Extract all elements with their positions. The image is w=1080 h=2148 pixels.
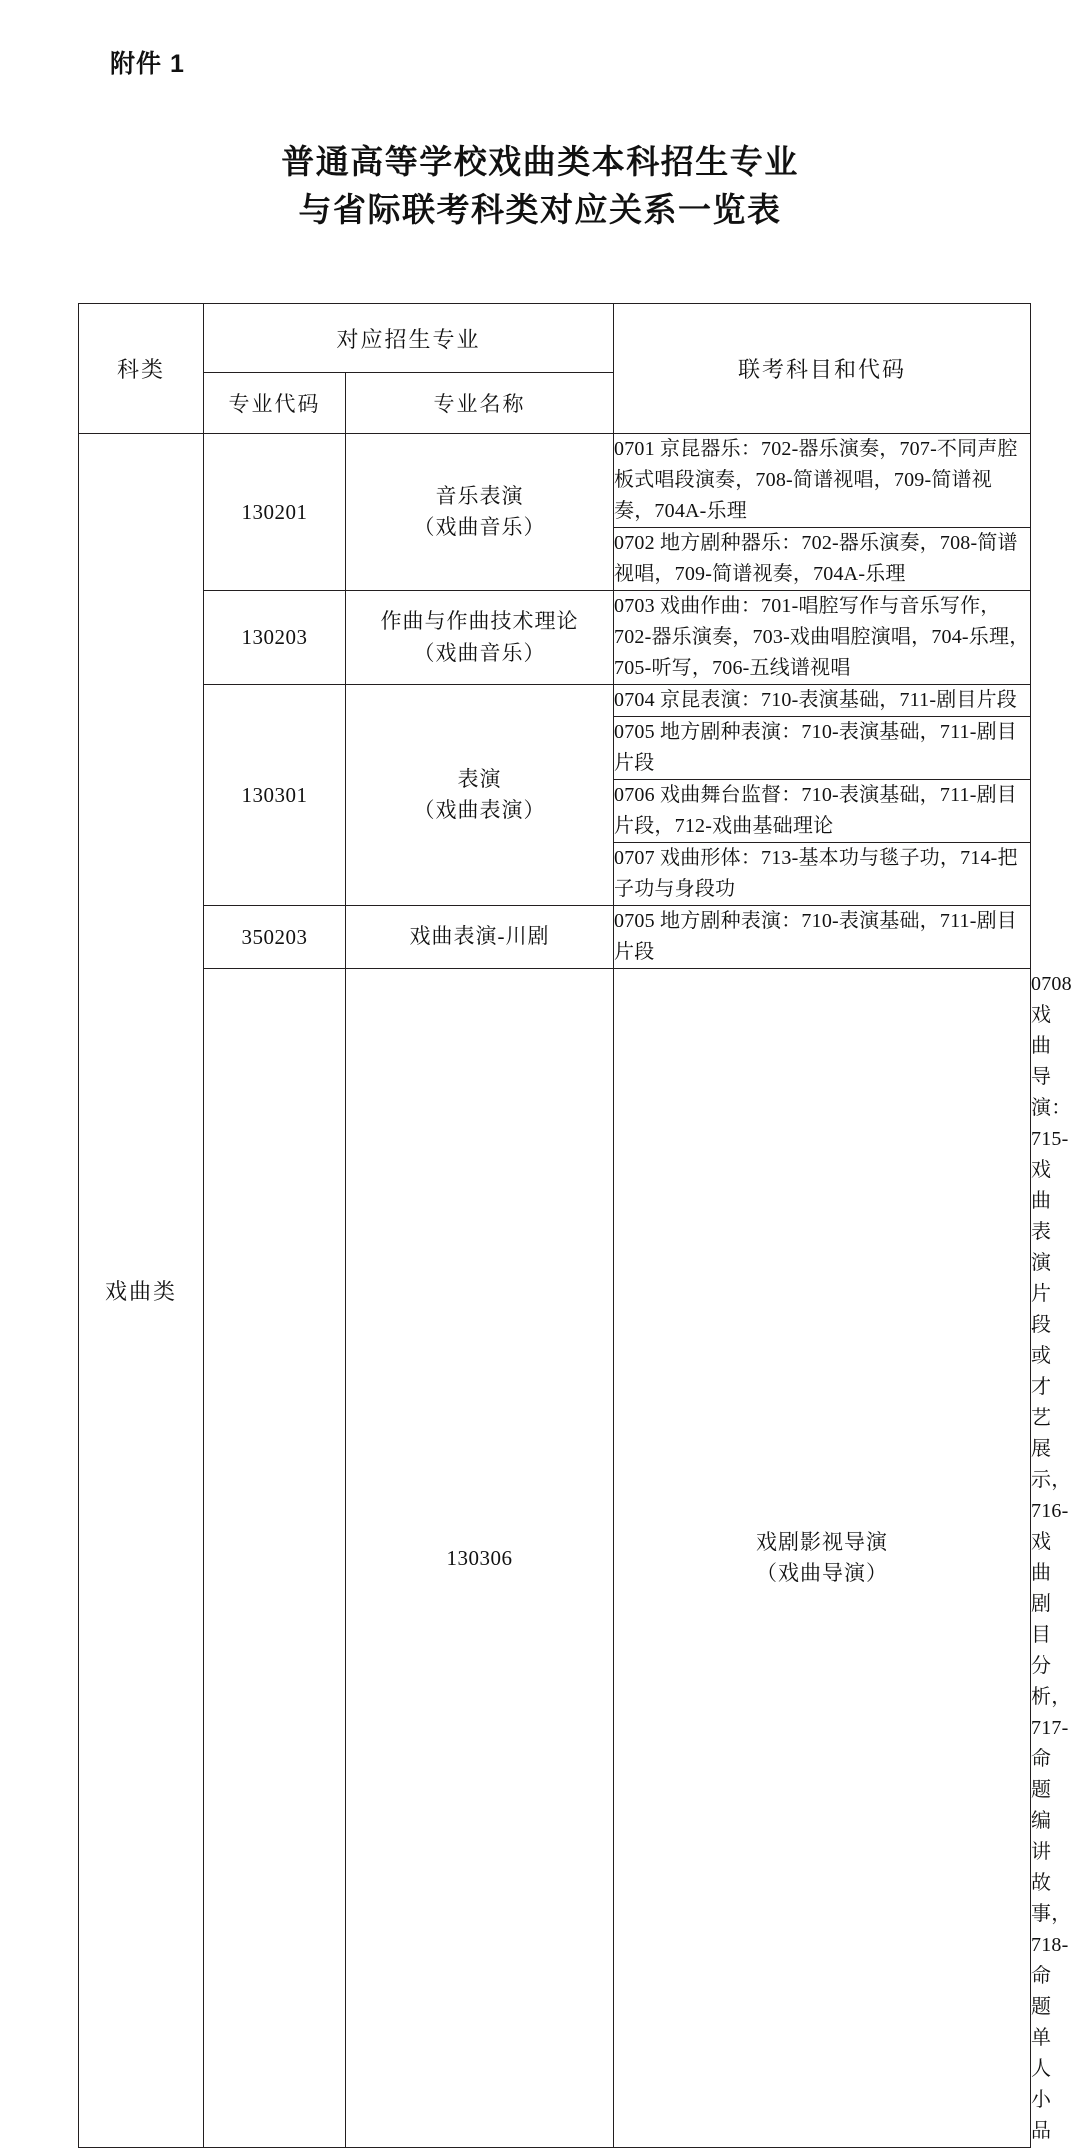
major-name-main: 音乐表演 (435, 483, 524, 508)
major-name-main: 戏曲表演-川剧 (409, 924, 550, 949)
major-name-main: 作曲与作曲技术理论 (380, 609, 579, 633)
header-subjects: 联考科目和代码 (614, 304, 1031, 434)
cell-major-name (346, 906, 614, 969)
cell-major-name (346, 685, 614, 906)
major-name-main: 表演 (457, 766, 502, 791)
attachment-label: 附件 1 (110, 50, 185, 78)
cell-subjects: 0701 京昆器乐：702-器乐演奏，707-不同声腔板式唱段演奏，708-简谱视唱，709-简谱视奏，704A-乐理 (614, 434, 1031, 528)
cell-major-code: 130203 (204, 591, 346, 685)
table-row (79, 434, 1031, 528)
cell-major-name (614, 969, 1031, 2148)
cell-major-name (346, 591, 614, 685)
table-row (79, 685, 1031, 717)
header-majors-group: 对应招生专业 (204, 304, 614, 373)
cell-major-code: 130301 (204, 685, 346, 906)
major-name-sub: （戏曲表演） (413, 798, 546, 822)
cell-subjects: 0704 京昆表演：710-表演基础，711-剧目片段 (614, 685, 1031, 717)
cell-subjects: 0705 地方剧种表演：710-表演基础，711-剧目片段 (614, 717, 1031, 780)
page-title-line-1: 普通高等学校戏曲类本科招生专业 (281, 145, 799, 181)
cell-subjects: 0707 戏曲形体：713-基本功与毯子功，714-把子功与身段功 (614, 843, 1031, 906)
table-row (79, 906, 1031, 969)
major-name-sub: （戏曲音乐） (413, 640, 546, 665)
page-title-line-2: 与省际联考科类对应关系一览表 (298, 192, 782, 229)
cell-major-name (346, 434, 614, 591)
cell-subjects: 0705 地方剧种表演：710-表演基础，711-剧目片段 (614, 906, 1031, 969)
cell-subjects: 0706 戏曲舞台监督：710-表演基础，711-剧目片段，712-戏曲基础理论 (614, 780, 1031, 843)
cell-category: 戏曲类 (79, 434, 204, 2148)
majors-table (78, 303, 1072, 2148)
cell-major-code: 350203 (204, 906, 346, 969)
header-category: 科类 (79, 304, 204, 434)
header-major-code: 专业代码 (204, 373, 346, 434)
table-row (79, 591, 1031, 685)
cell-category-empty (204, 969, 346, 2148)
table-row: 130306 戏剧影视导演 （戏曲导演） 0708 戏曲导演：715-戏曲表演片段或才艺展示，716-戏曲剧目分析，717-命题编讲故事，718-命题单人小品 (79, 969, 1031, 2148)
table-header-row-1 (79, 304, 1031, 373)
cell-major-code: 130306 (346, 969, 614, 2148)
cell-subjects: 0703 戏曲作曲：701-唱腔写作与音乐写作，702-器乐演奏，703-戏曲唱腔演唱，704-乐理，705-听写，706-五线谱视唱 (614, 591, 1031, 685)
major-name-main: 戏剧影视导演 (756, 1529, 889, 1554)
major-name-sub: （戏曲导演） (756, 1561, 889, 1585)
cell-subjects: 0702 地方剧种器乐：702-器乐演奏，708-简谱视唱，709-简谱视奏，704A-乐理 (614, 528, 1031, 591)
header-major-name: 专业名称 (346, 373, 614, 434)
page-title (0, 140, 1080, 236)
major-name-sub: （戏曲音乐） (413, 515, 546, 539)
cell-major-code: 130201 (204, 434, 346, 591)
